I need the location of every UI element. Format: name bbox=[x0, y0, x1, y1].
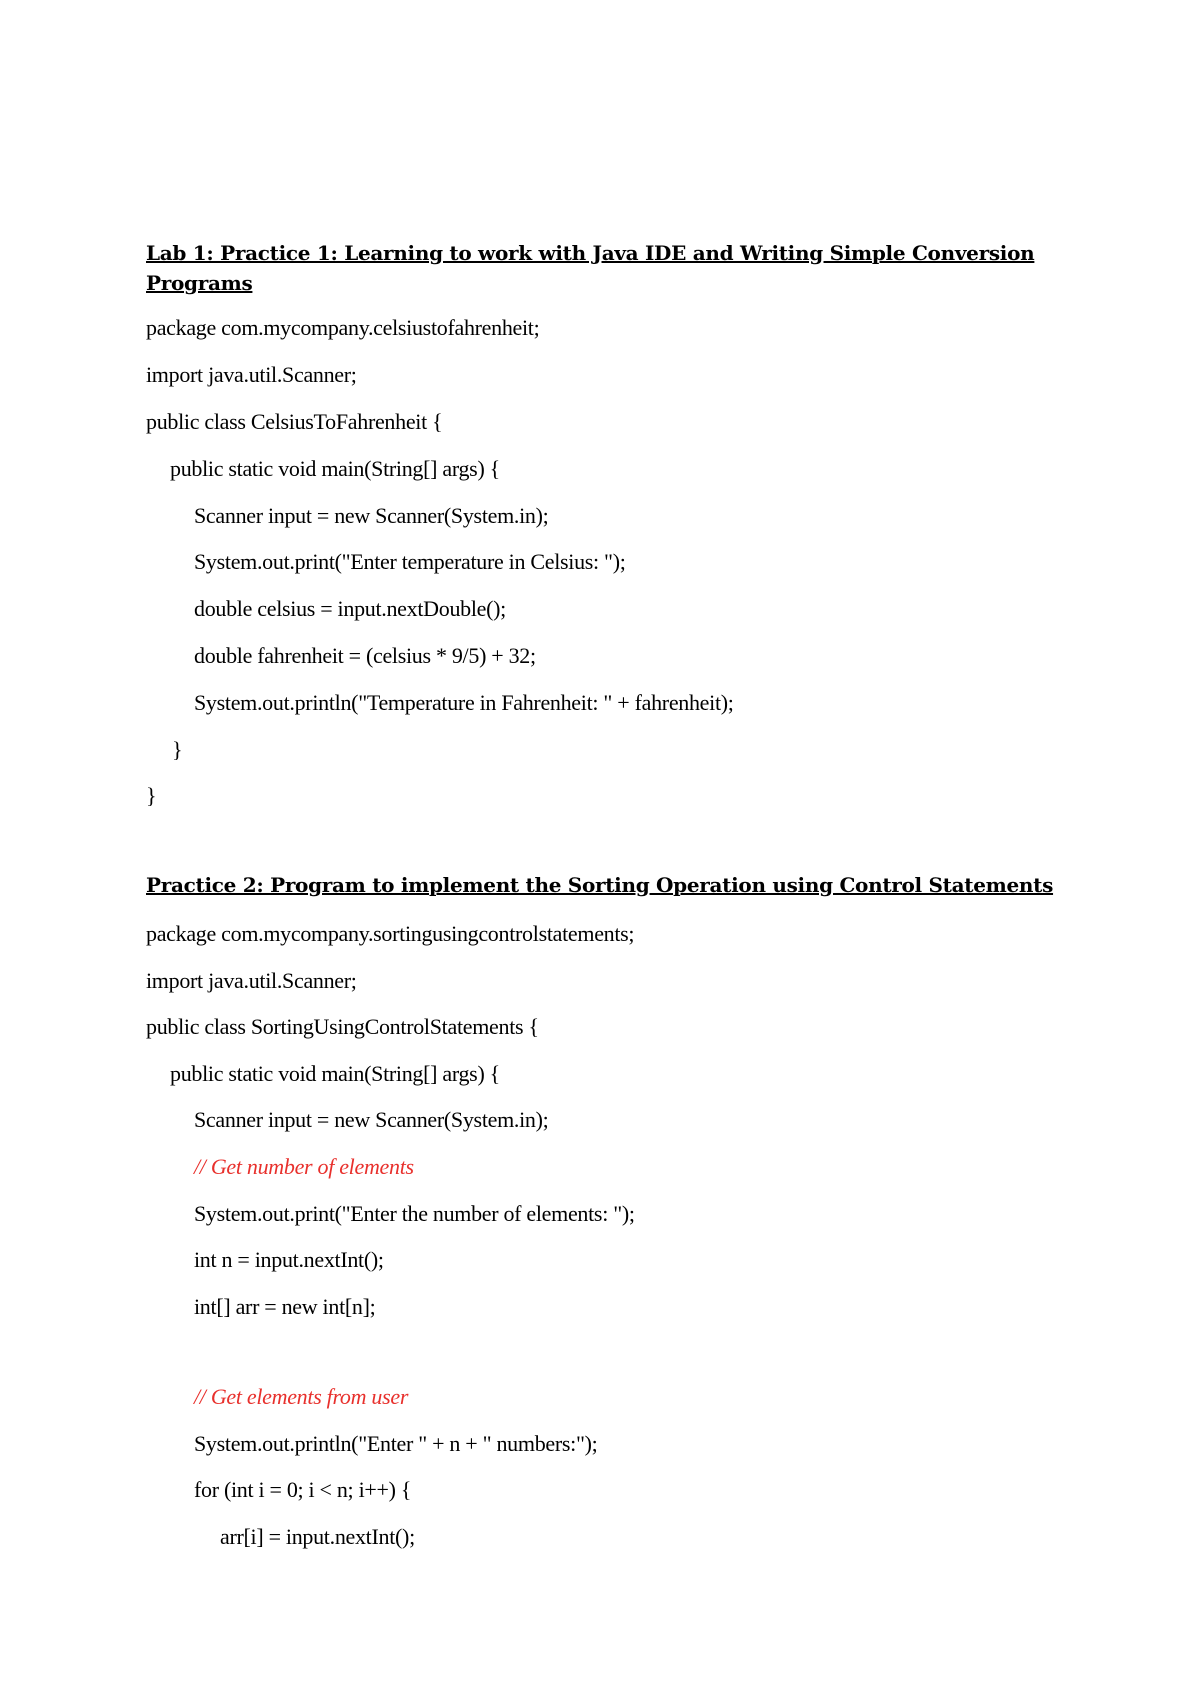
code-line: System.out.print("Enter the number of elements: "); bbox=[194, 1201, 635, 1226]
code-comment: // Get elements from user bbox=[194, 1384, 409, 1409]
practice2-heading: Practice 2: Program to implement the Sorting Operation using Control Statements bbox=[146, 873, 1054, 897]
code-line: System.out.print("Enter temperature in Celsius: "); bbox=[194, 549, 626, 574]
code-line: import java.util.Scanner; bbox=[146, 362, 357, 387]
code-line: for (int i = 0; i < n; i++) { bbox=[194, 1477, 412, 1502]
code-line: import java.util.Scanner; bbox=[146, 968, 357, 993]
code-line: package com.mycompany.sortingusingcontrolstatements; bbox=[146, 921, 635, 946]
code-line: } bbox=[172, 737, 183, 762]
code-line: Scanner input = new Scanner(System.in); bbox=[194, 503, 549, 528]
code-line: public static void main(String[] args) { bbox=[170, 1061, 500, 1086]
code-line: double celsius = input.nextDouble(); bbox=[194, 596, 506, 621]
code-line: double fahrenheit = (celsius * 9/5) + 32; bbox=[194, 643, 536, 668]
code-line: public class CelsiusToFahrenheit { bbox=[146, 409, 443, 434]
code-line: arr[i] = input.nextInt(); bbox=[220, 1524, 415, 1549]
code-comment: // Get number of elements bbox=[194, 1154, 414, 1179]
code-line: Scanner input = new Scanner(System.in); bbox=[194, 1107, 549, 1132]
practice1-heading bbox=[146, 238, 1046, 298]
code-line: int[] arr = new int[n]; bbox=[194, 1294, 376, 1319]
code-line: System.out.println("Enter " + n + " numbers:"); bbox=[194, 1431, 598, 1456]
code-line: } bbox=[146, 783, 157, 808]
code-line: package com.mycompany.celsiustofahrenheit; bbox=[146, 315, 540, 340]
practice1-heading-line2: Programs bbox=[146, 271, 253, 295]
practice1-heading-line1: Lab 1: Practice 1: Learning to work with Java IDE and Writing Simple Conversion bbox=[146, 241, 1035, 265]
code-line: int n = input.nextInt(); bbox=[194, 1247, 384, 1272]
code-line: public class SortingUsingControlStatements { bbox=[146, 1014, 539, 1039]
code-line: public static void main(String[] args) { bbox=[170, 456, 500, 481]
code-line: System.out.println("Temperature in Fahrenheit: " + fahrenheit); bbox=[194, 690, 734, 715]
